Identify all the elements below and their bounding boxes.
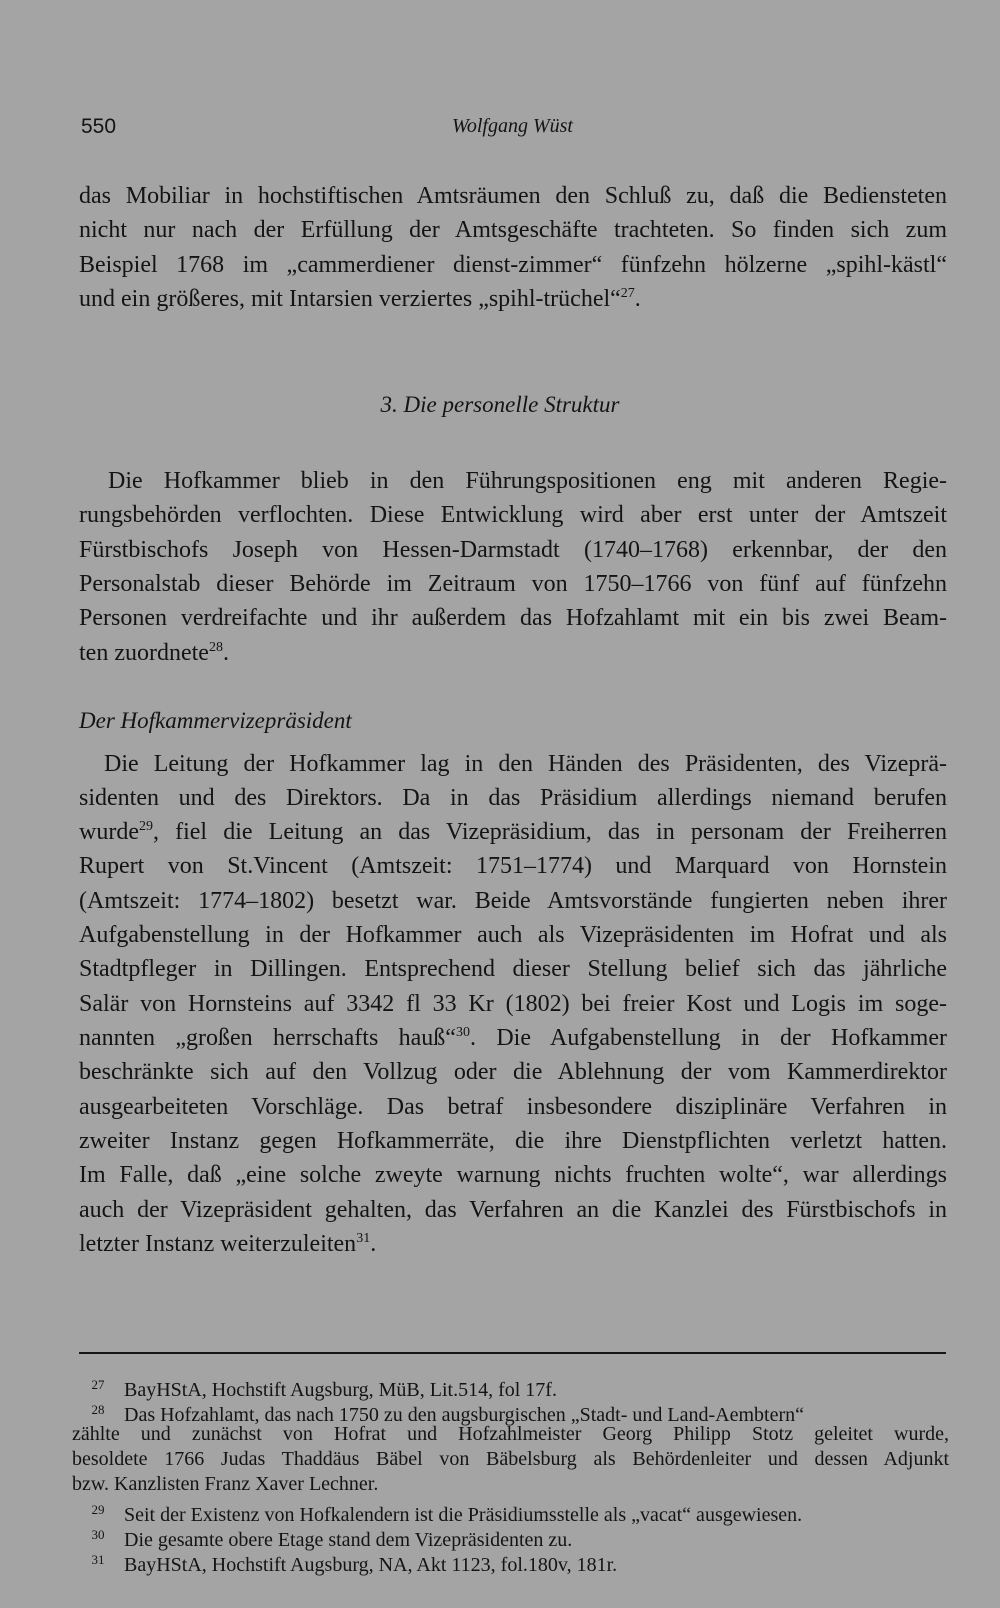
body-text: wurde (79, 819, 139, 845)
footnote-ref[interactable]: 28 (208, 640, 223, 655)
page-number: 550 (81, 115, 117, 138)
footnote-number: 30 (91, 1527, 105, 1542)
body-text: und ein größeres, mit Intarsien verziertes „spihl-trüchel“ (79, 286, 621, 312)
body-line: (Amtszeit: 1774–1802) besetzt war. Beide Amtsvorstände fungierten neben ihrer (79, 888, 947, 914)
body-text: . Die Aufgabenstellung in der Hofkammer (469, 1025, 947, 1051)
running-head: Wolfgang Wüst (452, 115, 573, 137)
footnote-text: Die gesamte obere Etage stand dem Vizepräsidenten zu. (124, 1529, 573, 1551)
body-line: Personen verdreifachte und ihr außerdem das Hofzahlamt mit ein bis zwei Beam- (79, 605, 947, 631)
section-heading: 3. Die personelle Struktur (380, 392, 620, 417)
body-text: . (634, 286, 641, 312)
body-text: ten zuordnete (79, 640, 209, 666)
body-line (79, 815, 947, 849)
body-line: Rupert von St.Vincent (Amtszeit: 1751–1774) und Marquard von Hornstein (79, 853, 947, 879)
footnote-ref[interactable]: 31 (356, 1231, 371, 1246)
body-line: rungsbehörden verflochten. Diese Entwicklung wird aber erst unter der Amtszeit (79, 502, 947, 528)
body-line (79, 282, 947, 316)
body-line: Aufgabenstellung in der Hofkammer auch als Vizepräsidenten im Hofrat und als (79, 922, 947, 948)
footnote-text-line: besoldete 1766 Judas Thaddäus Bäbel von Bäbelsburg als Behördenleiter und dessen Adjunkt (72, 1448, 949, 1470)
footnote-text: Das Hofzahlamt, das nach 1750 zu den augsburgischen „Stadt- und Land-Aembtern“ (124, 1404, 804, 1426)
body-line: Die Leitung der Hofkammer lag in den Händen des Präsidenten, des Vizeprä- (104, 751, 947, 777)
body-line (79, 636, 947, 670)
body-line (79, 1227, 947, 1261)
body-line: Fürstbischofs Joseph von Hessen-Darmstadt (1740–1768) erkennbar, der den (79, 537, 947, 563)
footnote-31 (72, 1547, 949, 1578)
body-line: das Mobiliar in hochstiftischen Amtsräumen den Schluß zu, daß die Bediensteten (79, 183, 947, 209)
footnote-text-line: zählte und zunächst von Hofrat und Hofzahlmeister Georg Philipp Stotz geleitet wurde, (72, 1423, 949, 1445)
body-line: ausgearbeiteten Vorschläge. Das betraf insbesondere disziplinäre Verfahren in (79, 1094, 947, 1120)
footnote-ref[interactable]: 30 (455, 1025, 470, 1040)
body-text: letzter Instanz weiterzuleiten (79, 1231, 357, 1257)
body-line: sidenten und des Direktors. Da in das Präsidium allerdings niemand berufen (79, 785, 947, 811)
footnote-text: BayHStA, Hochstift Augsburg, MüB, Lit.514, fol 17f. (124, 1379, 557, 1401)
body-line: Die Hofkammer blieb in den Führungspositionen eng mit anderen Regie- (108, 468, 947, 494)
footnote-ref[interactable]: 27 (620, 286, 635, 301)
body-line: Stadtpfleger in Dillingen. Entsprechend dieser Stellung belief sich das jährliche (79, 956, 947, 982)
footnote-text-line: bzw. Kanzlisten Franz Xaver Lechner. (72, 1473, 379, 1495)
body-line: Personalstab dieser Behörde im Zeitraum von 1750–1766 von fünf auf fünfzehn (79, 571, 947, 597)
body-line (79, 1021, 947, 1055)
body-line: nicht nur nach der Erfüllung der Amtsgeschäfte trachteten. So finden sich zum (79, 217, 947, 243)
footnote-number: 27 (91, 1377, 105, 1392)
body-line: beschränkte sich auf den Vollzug oder die Ablehnung der vom Kammerdirektor (79, 1059, 947, 1085)
footnote-ref[interactable]: 29 (138, 819, 153, 834)
body-line: zweiter Instanz gegen Hofkammerräte, die ihre Dienstpflichten verletzt hatten. (79, 1128, 947, 1154)
body-text: , fiel die Leitung an das Vizepräsidium, das in personam der Freiherren (152, 819, 947, 845)
body-line: Im Falle, daß „eine solche zweyte warnung nichts fruchten wolte“, war allerdings (79, 1162, 947, 1188)
footnote-text: Seit der Existenz von Hofkalendern ist die Präsidiumsstelle als „vacat“ ausgewiesen. (124, 1504, 803, 1526)
body-text: . (370, 1231, 377, 1257)
body-text: nannten „großen herrschafts hauß“ (79, 1025, 456, 1051)
footnote-text: BayHStA, Hochstift Augsburg, NA, Akt 1123, fol.180v, 181r. (124, 1554, 618, 1576)
body-text: . (222, 640, 229, 666)
footnote-number: 31 (91, 1552, 105, 1567)
subsection-heading: Der Hofkammervizepräsident (79, 708, 352, 733)
body-line: Salär von Hornsteins auf 3342 fl 33 Kr (1802) bei freier Kost und Logis im soge- (79, 991, 947, 1017)
footnote-number: 28 (91, 1402, 105, 1417)
body-line: Beispiel 1768 im „cammerdiener dienst-zimmer“ fünfzehn hölzerne „spihl-kästl“ (79, 252, 947, 278)
body-line: auch der Vizepräsident gehalten, das Verfahren an die Kanzlei des Fürstbischofs in (79, 1197, 947, 1223)
footnote-number: 29 (91, 1502, 105, 1517)
footnote-separator (79, 1352, 946, 1354)
